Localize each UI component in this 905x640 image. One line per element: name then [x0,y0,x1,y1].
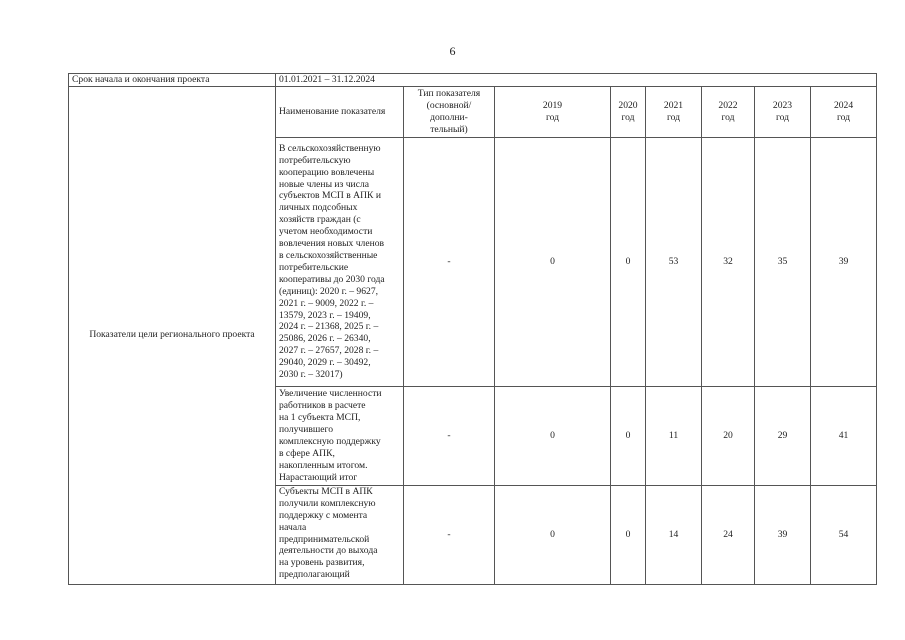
indicator-value-2024: 54 [811,485,877,584]
header-indicator-type: Тип показателя (основной/ дополни- тельный) [404,86,495,137]
header-indicator-name: Наименование показателя [276,86,404,137]
header-year-2021: 2021 год [646,86,702,137]
indicator-value-2021: 53 [646,137,702,386]
header-year-2020: 2020 год [611,86,646,137]
project-term-row [69,74,877,87]
section-label: Показатели цели регионального проекта [69,86,276,584]
project-table [68,73,877,585]
indicator-value-2024: 39 [811,137,877,386]
indicator-value-2023: 35 [755,137,811,386]
indicator-value-2019: 0 [495,386,611,485]
indicator-value-2021: 11 [646,386,702,485]
indicator-value-2019: 0 [495,137,611,386]
indicator-value-2019: 0 [495,485,611,584]
indicator-name: Увеличение численности работников в расчете на 1 субъекта МСП, получившего комплексную поддержку в сфере АПК, накопленным итогом. Нарастающий итог [276,386,404,485]
project-term-label: Срок начала и окончания проекта [69,74,276,87]
indicator-name: Субъекты МСП в АПК получили комплексную поддержку с момента начала предпринимательской деятельности до выхода на уровень развития, предполагающий [279,485,378,581]
indicator-value-2022: 20 [702,386,755,485]
header-year-2024: 2024 год [811,86,877,137]
table-header-row [69,86,877,137]
indicator-name-cell [276,485,404,584]
indicator-value-2020: 0 [611,386,646,485]
indicator-value-2020: 0 [611,137,646,386]
indicator-value-2020: 0 [611,485,646,584]
indicator-value-2024: 41 [811,386,877,485]
indicator-type: - [404,137,495,386]
indicator-name: В сельскохозяйственную потребительскую кооперацию вовлечены новые члены из числа субъектов МСП в АПК и личных подсобных хозяйств граждан (с учетом необходимости вовлечения новых членов в сельскохозяйственные потребительские кооперативы до 2030 года (единиц): 2020 г. – 9627, 2021 г. – 9009, 2022 г. – 13579, 2023 г. – 19409, 2024 г. – 21368, 2025 г. – 25086, 2026 г. – 26340, 2027 г. – 27657, 2028 г. – 29040, 2029 г. – 30492, 2030 г. – 32017) [276,137,404,386]
indicator-type: - [404,386,495,485]
header-year-2019: 2019 год [495,86,611,137]
header-year-2023: 2023 год [755,86,811,137]
page-number: 6 [449,44,456,58]
indicator-value-2022: 32 [702,137,755,386]
header-year-2022: 2022 год [702,86,755,137]
indicator-value-2023: 39 [755,485,811,584]
indicator-value-2021: 14 [646,485,702,584]
indicator-value-2023: 29 [755,386,811,485]
project-term-value: 01.01.2021 – 31.12.2024 [276,74,877,87]
indicator-type: - [404,485,495,584]
indicator-value-2022: 24 [702,485,755,584]
